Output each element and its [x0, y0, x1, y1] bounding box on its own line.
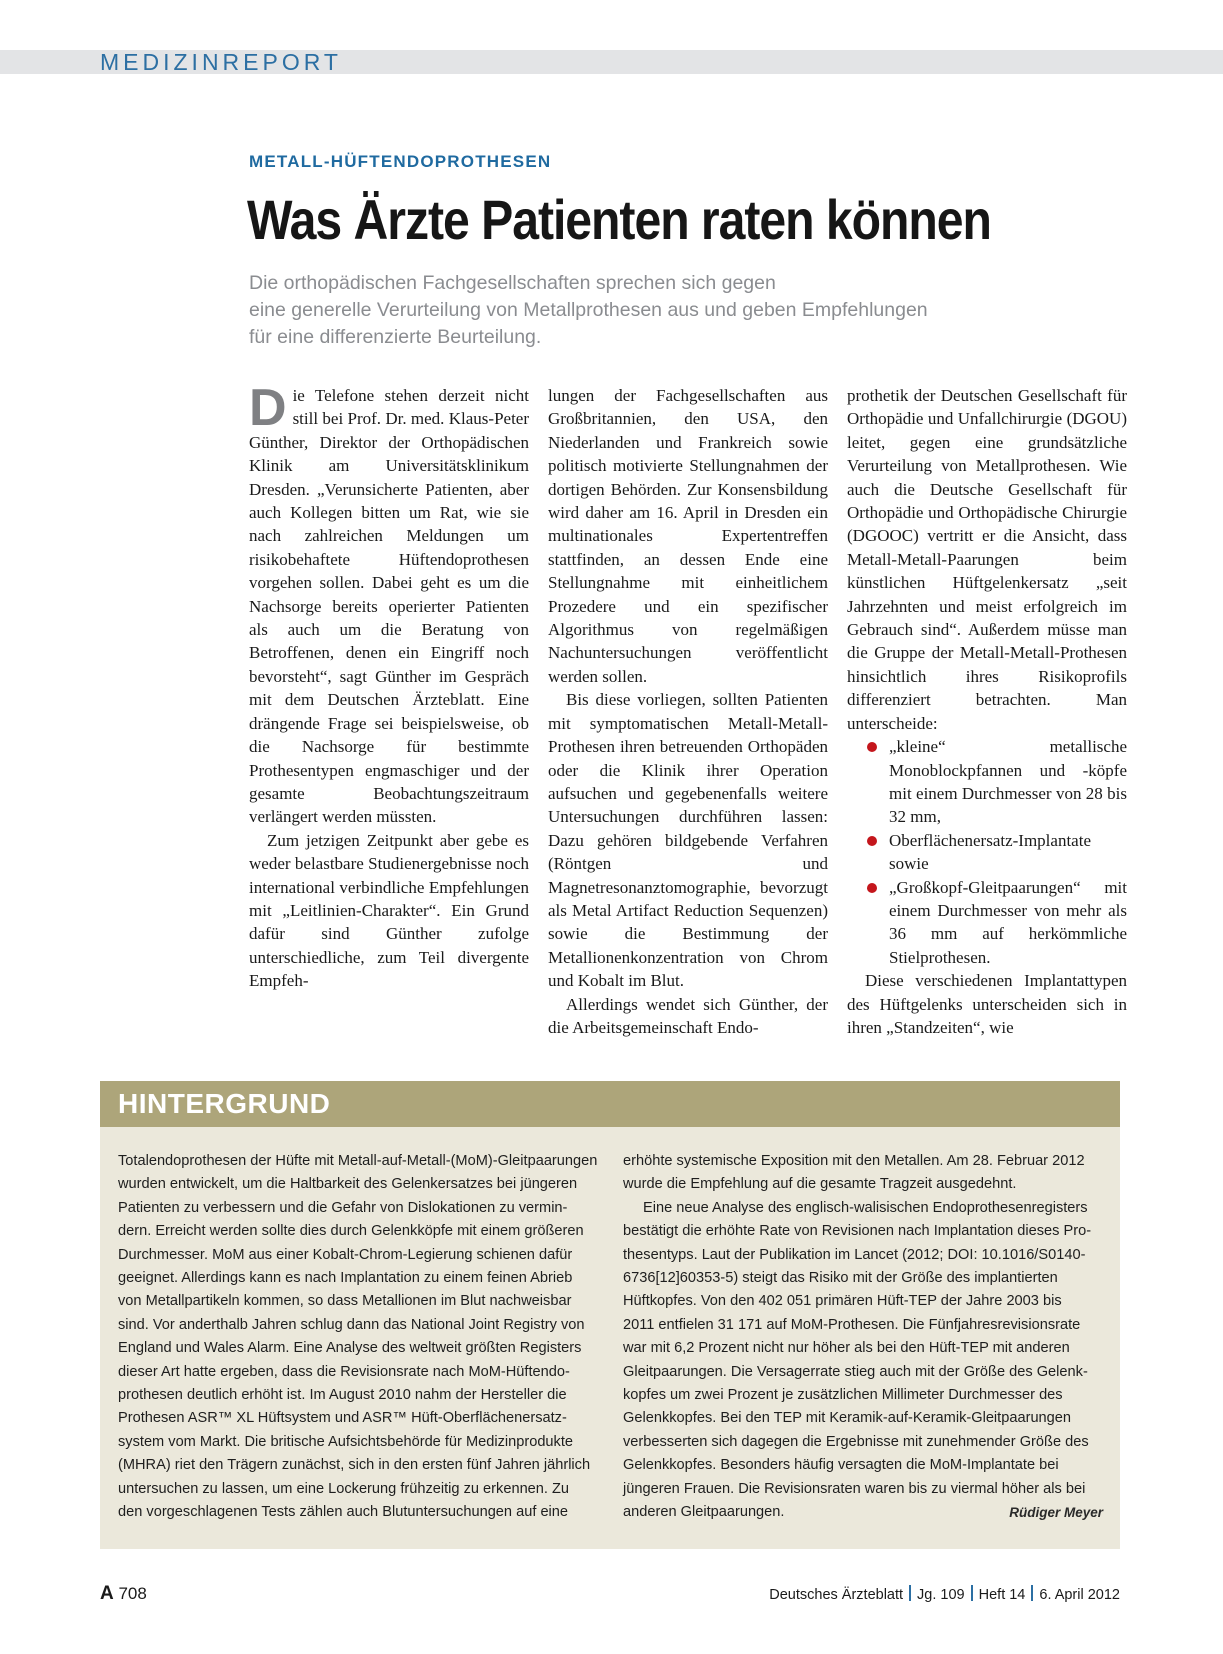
separator [1031, 1585, 1033, 1601]
text-line: system vom Markt. Die britische Aufsichtsbehörde für Medizinprodukte [118, 1433, 574, 1450]
text-line: England und Wales Alarm. Eine Analyse des weltweit größten Registers [118, 1340, 582, 1357]
text-line: den vorgeschlagenen Tests zählen auch Blutuntersuchungen auf eine [118, 1504, 569, 1521]
text-line: dern. Erreicht werden sollte dies durch Gelenkköpfe mit einem größeren [118, 1223, 584, 1240]
text-line: Gelenkkopfes. Besonders häufig versagten die MoM-Implantate bei [623, 1457, 1059, 1474]
text-line: wurde die Empfehlung auf die gesamte Tragzeit ausgedehnt. [623, 1176, 1017, 1193]
paragraph: Diese verschiedenen Implantattypen des Hüftgelenks unterscheiden sich in ihren „Standzeiten“, wie [847, 971, 1127, 1037]
article-column-3 [847, 384, 1127, 1039]
background-box-title: HINTERGRUND [118, 1088, 331, 1119]
text-line: (MHRA) riet den Trägern zunächst, sich in den ersten fünf Jahren jährlich [118, 1457, 591, 1474]
text-line: bestätigt die erhöhte Rate von Revisionen nach Implantation dieses Pro- [623, 1223, 1092, 1240]
text-line: Eine neue Analyse des englisch-walisischen Endoprothesenregisters [643, 1199, 1088, 1216]
text-line: Prothesen ASR™ XL Hüftsystem und ASR™ Hüft-Oberflächenersatz- [118, 1410, 567, 1427]
background-column-1 [118, 1150, 598, 1525]
separator [971, 1585, 973, 1601]
text-line: 2011 entfielen 31 171 auf MoM-Prothesen. Die Fünfjahresrevisionsrate [623, 1316, 1081, 1333]
text-line: anderen Gleitpaarungen. Rüdiger Meyer [623, 1501, 1103, 1524]
background-column-2 [623, 1150, 1103, 1525]
text-line: Gelenkkopfes. Bei den TEP mit Keramik-auf-Keramik-Gleitpaarungen [623, 1410, 1072, 1427]
text-line: Totalendoprothesen der Hüfte mit Metall-auf-Metall-(MoM)-Gleitpaarungen [118, 1153, 598, 1169]
text-line: dieser Art hatte ergeben, dass die Revisionsrate nach MoM-Hüftendo- [118, 1363, 570, 1380]
text-line: sind. Vor anderthalb Jahren schlug dann das National Joint Registry von [118, 1316, 585, 1333]
text-line: verbesserten sich dagegen die Ergebnisse mit zunehmender Größe des [623, 1433, 1089, 1450]
text-line: geeignet. Allerdings kann es nach Implantation zu einem feinen Abrieb [118, 1270, 573, 1287]
lead-line: für eine differenzierte Beurteilung. [249, 326, 542, 348]
bullet-dot-icon [867, 883, 877, 893]
lead-line: Die orthopädischen Fachgesellschaften sprechen sich gegen [249, 272, 776, 294]
page-number: A 708 [100, 1583, 147, 1604]
text-line: erhöhte systemische Exposition mit den Metallen. Am 28. Februar 2012 [623, 1153, 1085, 1169]
article-column-2 [548, 384, 828, 1039]
text-line: von Metallpartikeln kommen, so dass Metallionen im Blut nachweisbar [118, 1293, 572, 1310]
drop-cap: D [249, 379, 287, 437]
journal-volume: Jg. 109 [917, 1587, 965, 1603]
separator [909, 1585, 911, 1601]
text-line: kopfes um zwei Prozent je zusätzlichen Millimeter Durchmesser des [623, 1387, 1063, 1404]
text-line: wurden entwickelt, um die Haltbarkeit des Gelenkersatzes bei jüngeren [118, 1176, 578, 1193]
journal-name: Deutsches Ärzteblatt [769, 1587, 904, 1603]
journal-date: 6. April 2012 [1039, 1587, 1120, 1603]
bullet-item: Oberflächenersatz-Implantate sowie [847, 829, 1127, 876]
bullet-dot-icon [867, 742, 877, 752]
article-kicker: METALL-HÜFTENDOPROTHESEN [249, 152, 552, 171]
article-title: Was Ärzte Patienten raten können [247, 188, 991, 251]
bullet-item: „kleine“ metallische Monoblockpfannen und -köpfe mit einem Durchmesser von 28 bis 32 mm, [847, 735, 1127, 829]
text-line: prothesen deutlich erhöht ist. Im August 2010 nahm der Hersteller die [118, 1387, 567, 1404]
text-line: 6736[12]60353-5) steigt das Risiko mit der Größe des implantierten [623, 1270, 1058, 1287]
journal-issue: Heft 14 [978, 1587, 1026, 1603]
bullet-item: „Großkopf-Gleitpaarungen“ mit einem Durchmesser von mehr als 36 mm auf herkömmliche Stielprothesen. [847, 876, 1127, 970]
article-column-1 [249, 379, 529, 993]
paragraph: Allerdings wendet sich Günther, der die Arbeitsgemeinschaft Endo- [548, 994, 828, 1037]
paragraph: prothetik der Deutschen Gesellschaft für Orthopädie und Unfallchirurgie (DGOU) leitet, gegen eine grundsätzliche Verurteilung von Metallprothesen. Wie auch die Deutsche Gesellschaft für Orthopädie und Orthopädische Chirurgie (DGOOC) vertritt er die Ansicht, dass Metall-Metall-Paarungen beim künstlichen Hüftgelenkersatz „seit Jahrzehnten und meist erfolgreich im Gebrauch sind“. Außerdem müsse man die Gruppe der Metall-Metall-Prothesen hinsichtlich ihres Risikoprofils differenziert betrachten. Man unterscheide: [847, 386, 1127, 733]
article-lead [249, 270, 1089, 351]
text-line: Gleitpaarungen. Die Versagerrate stieg auch mit der Größe des Gelenk- [623, 1363, 1088, 1380]
author-signature: Rüdiger Meyer [1009, 1505, 1103, 1521]
text-line: Hüftkopfes. Von den 402 051 primären Hüft-TEP der Jahre 2003 bis [623, 1293, 1062, 1310]
text-line: jüngeren Frauen. Die Revisionsraten waren bis zu viermal höher als bei [623, 1480, 1086, 1497]
text-line: thesentyps. Laut der Publikation im Lancet (2012; DOI: 10.1016/S0140- [623, 1246, 1086, 1263]
text-line: Patienten zu verbessern und die Gefahr von Dislokationen zu vermin- [118, 1199, 568, 1216]
section-label: MEDIZINREPORT [100, 49, 342, 75]
text-line: Durchmesser. MoM aus einer Kobalt-Chrom-Legierung schienen dafür [118, 1246, 573, 1263]
bullet-dot-icon [867, 836, 877, 846]
paragraph: lungen der Fachgesellschaften aus Großbritannien, den USA, den Niederlanden und Frankreich sowie politisch motivierte Stellungnahmen der dortigen Behörden. Zur Konsensbildung wird daher am 16. April in Dresden ein multinationales Expertentreffen stattfinden, an dessen Ende eine Stellungnahme mit einheitlichem Prozedere und ein spezifischer Algorithmus von regelmäßigen Nachuntersuchungen veröffentlicht werden sollen. [548, 386, 828, 686]
text-line: untersuchen zu lassen, um eine Lockerung frühzeitig zu erkennen. Zu [118, 1480, 570, 1497]
lead-line: eine generelle Verurteilung von Metallprothesen aus und geben Empfehlungen [249, 299, 928, 321]
text-line: war mit 6,2 Prozent nicht nur höher als bei den Hüft-TEP mit anderen [623, 1340, 1070, 1357]
paragraph: Zum jetzigen Zeitpunkt aber gebe es weder belastbare Studienergebnisse noch international verbindliche Empfehlungen mit „Leitlinien-Charakter“. Ein Grund dafür sind Günther zufolge unterschiedliche, zum Teil divergente Empfeh- [249, 830, 529, 991]
paragraph: ie Telefone stehen derzeit nicht still bei Prof. Dr. med. Klaus-Peter Günther, Direktor der Orthopädischen Klinik am Universitätsklinikum Dresden. „Verunsicherte Patienten, aber auch Kollegen bitten um Rat, wie sie nach zahlreichen Meldungen um risikobehaftete Hüftendoprothesen vorgehen sollen. Dabei geht es um die Nachsorge bereits operierter Patienten als auch um die Beratung von Betroffenen, denen ein Eingriff noch bevorsteht“, sagt Günther im Gespräch mit dem Deutschen Ärzteblatt. Eine drängende Frage sei beispielsweise, ob die Nachsorge für bestimmte Prothesentypen engmaschiger und der gesamte Beobachtungszeitraum verlängert werden müssten. [249, 386, 529, 827]
journal-info [769, 1585, 1120, 1603]
paragraph: Bis diese vorliegen, sollten Patienten mit symptomatischen Metall-Metall-Prothesen ihren betreuenden Orthopäden oder die Klinik ihrer Operation aufsuchen und gegebenenfalls weitere Untersuchungen durchführen lassen: Dazu gehören bildgebende Verfahren (Röntgen und Magnetresonanztomographie, bevorzugt als Metal Artifact Reduction Sequenzen) sowie die Bestimmung der Metallionenkonzentration von Chrom und Kobalt im Blut. [548, 690, 828, 991]
